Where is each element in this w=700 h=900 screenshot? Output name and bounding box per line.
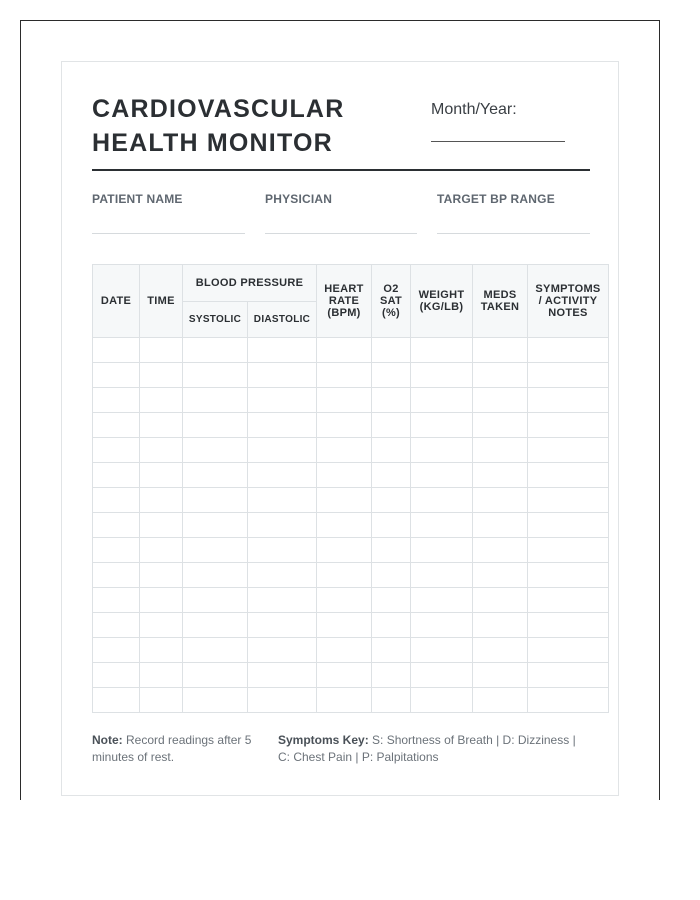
- table-cell[interactable]: [317, 488, 372, 513]
- table-row: [93, 588, 609, 613]
- table-cell[interactable]: [411, 613, 473, 638]
- table-cell[interactable]: [473, 563, 528, 588]
- table-cell[interactable]: [528, 488, 609, 513]
- table-cell[interactable]: [248, 388, 317, 413]
- table-row: [93, 513, 609, 538]
- table-cell[interactable]: [183, 663, 248, 688]
- table-cell[interactable]: [372, 588, 411, 613]
- table-cell[interactable]: [372, 338, 411, 363]
- table-cell[interactable]: [248, 463, 317, 488]
- target-bp-label: TARGET BP RANGE: [437, 192, 555, 206]
- table-cell[interactable]: [248, 438, 317, 463]
- table-cell[interactable]: [183, 413, 248, 438]
- table-cell[interactable]: [317, 463, 372, 488]
- table-cell[interactable]: [93, 588, 140, 613]
- header-weight: [411, 265, 473, 338]
- header-heart-rate: [317, 265, 372, 338]
- table-row: [93, 613, 609, 638]
- table-cell[interactable]: [140, 338, 183, 363]
- table-cell[interactable]: [317, 588, 372, 613]
- title-line-1: CARDIOVASCULAR: [92, 95, 345, 123]
- header-meds: [473, 265, 528, 338]
- table-row: [93, 388, 609, 413]
- symptoms-key-body: S: Shortness of Breath | D: Dizziness |: [368, 733, 576, 747]
- table-cell[interactable]: [140, 638, 183, 663]
- table-row: [93, 413, 609, 438]
- table-cell[interactable]: [411, 438, 473, 463]
- table-cell[interactable]: [183, 688, 248, 713]
- note-text: [92, 732, 267, 766]
- table-cell[interactable]: [317, 388, 372, 413]
- table-cell[interactable]: [93, 338, 140, 363]
- table-cell[interactable]: [372, 663, 411, 688]
- table-row: [93, 663, 609, 688]
- symptoms-key-label: Symptoms Key:: [278, 733, 369, 747]
- table-cell[interactable]: [140, 438, 183, 463]
- table-cell[interactable]: [317, 513, 372, 538]
- table-cell[interactable]: [411, 638, 473, 663]
- header-symptoms-line: / ACTIVITY: [538, 295, 598, 307]
- page-title: [92, 92, 344, 160]
- health-log-table: [92, 264, 609, 713]
- table-row: [93, 638, 609, 663]
- table-cell[interactable]: [93, 488, 140, 513]
- table-row: [93, 688, 609, 713]
- table-cell[interactable]: [372, 463, 411, 488]
- table-cell[interactable]: [248, 538, 317, 563]
- header-heart-rate-line: HEART: [324, 283, 364, 295]
- header-heart-rate-line: (BPM): [327, 307, 361, 319]
- table-cell[interactable]: [411, 663, 473, 688]
- table-cell[interactable]: [528, 588, 609, 613]
- table-cell[interactable]: [93, 538, 140, 563]
- log-body: [93, 338, 609, 713]
- month-year-field[interactable]: [431, 141, 565, 142]
- table-cell[interactable]: [93, 613, 140, 638]
- table-cell[interactable]: [140, 363, 183, 388]
- table-cell[interactable]: [183, 488, 248, 513]
- table-cell[interactable]: [411, 563, 473, 588]
- table-cell[interactable]: [411, 388, 473, 413]
- header-symptoms: [528, 265, 609, 338]
- table-cell[interactable]: [528, 413, 609, 438]
- table-cell[interactable]: [317, 538, 372, 563]
- table-cell[interactable]: [317, 338, 372, 363]
- table-cell[interactable]: [183, 638, 248, 663]
- note-label: Note:: [92, 733, 123, 747]
- table-cell[interactable]: [317, 363, 372, 388]
- table-cell[interactable]: [140, 413, 183, 438]
- table-cell[interactable]: [248, 413, 317, 438]
- table-cell[interactable]: [372, 388, 411, 413]
- table-cell[interactable]: [317, 638, 372, 663]
- table-cell[interactable]: [183, 588, 248, 613]
- table-cell[interactable]: [317, 438, 372, 463]
- table-cell[interactable]: [473, 388, 528, 413]
- table-cell[interactable]: [473, 688, 528, 713]
- table-cell[interactable]: [411, 413, 473, 438]
- table-cell[interactable]: [93, 638, 140, 663]
- table-cell[interactable]: [473, 538, 528, 563]
- table-cell[interactable]: [140, 563, 183, 588]
- table-cell[interactable]: [372, 538, 411, 563]
- symptoms-key: [278, 732, 598, 766]
- table-cell[interactable]: [372, 363, 411, 388]
- table-cell[interactable]: [528, 438, 609, 463]
- table-cell[interactable]: [528, 463, 609, 488]
- table-cell[interactable]: [411, 463, 473, 488]
- header-o2-sat: [372, 265, 411, 338]
- header-symptoms-line: SYMPTOMS: [535, 283, 601, 295]
- table-cell[interactable]: [473, 638, 528, 663]
- table-cell[interactable]: [411, 588, 473, 613]
- table-cell[interactable]: [473, 588, 528, 613]
- table-cell[interactable]: [248, 513, 317, 538]
- header-weight-line: (KG/LB): [419, 301, 464, 313]
- header-weight-line: WEIGHT: [418, 289, 465, 301]
- table-cell[interactable]: [372, 513, 411, 538]
- table-cell[interactable]: [528, 663, 609, 688]
- table-cell[interactable]: [317, 413, 372, 438]
- table-cell[interactable]: [93, 563, 140, 588]
- table-cell[interactable]: [528, 638, 609, 663]
- table-cell[interactable]: [183, 513, 248, 538]
- table-cell[interactable]: [183, 388, 248, 413]
- table-cell[interactable]: [317, 663, 372, 688]
- table-cell[interactable]: [93, 413, 140, 438]
- header-symptoms-line: NOTES: [548, 307, 588, 319]
- table-cell[interactable]: [473, 438, 528, 463]
- target-bp-field[interactable]: [437, 233, 590, 234]
- table-cell[interactable]: [528, 513, 609, 538]
- table-cell[interactable]: [248, 363, 317, 388]
- physician-label: PHYSICIAN: [265, 192, 333, 206]
- table-cell[interactable]: [317, 688, 372, 713]
- header-meds-line: MEDS: [483, 289, 517, 301]
- table-cell[interactable]: [473, 613, 528, 638]
- table-cell[interactable]: [140, 388, 183, 413]
- table-cell[interactable]: [248, 638, 317, 663]
- symptoms-key-body-2: C: Chest Pain | P: Palpitations: [278, 750, 439, 764]
- table-cell[interactable]: [528, 563, 609, 588]
- table-row: [93, 563, 609, 588]
- table-cell[interactable]: [411, 488, 473, 513]
- table-cell[interactable]: [93, 438, 140, 463]
- table-cell[interactable]: [473, 413, 528, 438]
- table-cell[interactable]: [372, 488, 411, 513]
- table-cell[interactable]: [372, 613, 411, 638]
- month-year-label: Month/Year:: [431, 101, 517, 118]
- table-cell[interactable]: [372, 638, 411, 663]
- header-systolic: SYSTOLIC: [183, 302, 248, 338]
- header-o2-line: O2: [383, 283, 399, 295]
- table-cell[interactable]: [248, 588, 317, 613]
- table-cell[interactable]: [473, 488, 528, 513]
- table-cell[interactable]: [183, 538, 248, 563]
- table-cell[interactable]: [411, 513, 473, 538]
- table-cell[interactable]: [528, 388, 609, 413]
- title-divider: [92, 169, 590, 171]
- header-meds-line: TAKEN: [480, 301, 520, 313]
- table-row: [93, 538, 609, 563]
- header-diastolic: DIASTOLIC: [248, 302, 317, 338]
- table-row: [93, 488, 609, 513]
- table-cell[interactable]: [473, 513, 528, 538]
- header-time: TIME: [140, 265, 183, 338]
- table-cell[interactable]: [473, 338, 528, 363]
- table-row: [93, 363, 609, 388]
- table-cell[interactable]: [248, 613, 317, 638]
- table-cell[interactable]: [248, 488, 317, 513]
- table-cell[interactable]: [411, 363, 473, 388]
- table-cell[interactable]: [140, 613, 183, 638]
- table-cell[interactable]: [183, 613, 248, 638]
- table-cell[interactable]: [372, 438, 411, 463]
- table-row: [93, 438, 609, 463]
- table-cell[interactable]: [248, 688, 317, 713]
- table-cell[interactable]: [183, 438, 248, 463]
- table-cell[interactable]: [248, 563, 317, 588]
- note-body-2: minutes of rest.: [92, 750, 175, 764]
- table-cell[interactable]: [473, 363, 528, 388]
- table-cell[interactable]: [411, 688, 473, 713]
- table-cell[interactable]: [183, 563, 248, 588]
- note-body: Record readings after 5: [122, 733, 252, 747]
- patient-name-label: PATIENT NAME: [92, 192, 183, 206]
- table-cell[interactable]: [93, 363, 140, 388]
- table-cell[interactable]: [183, 363, 248, 388]
- table-cell[interactable]: [473, 663, 528, 688]
- table-cell[interactable]: [372, 413, 411, 438]
- table-cell[interactable]: [93, 388, 140, 413]
- table-cell[interactable]: [528, 538, 609, 563]
- physician-field[interactable]: [265, 233, 417, 234]
- table-cell[interactable]: [248, 338, 317, 363]
- table-cell[interactable]: [93, 663, 140, 688]
- table-cell[interactable]: [317, 613, 372, 638]
- table-cell[interactable]: [473, 463, 528, 488]
- table-cell[interactable]: [140, 463, 183, 488]
- table-row: [93, 463, 609, 488]
- header-o2-line: (%): [381, 307, 400, 319]
- table-cell[interactable]: [140, 488, 183, 513]
- table-cell[interactable]: [411, 538, 473, 563]
- table-cell[interactable]: [183, 463, 248, 488]
- header-date: DATE: [93, 265, 140, 338]
- title-line-2: HEALTH MONITOR: [92, 129, 333, 157]
- table-cell[interactable]: [140, 688, 183, 713]
- table-cell[interactable]: [528, 688, 609, 713]
- header-o2-line: SAT: [379, 295, 403, 307]
- table-cell[interactable]: [93, 463, 140, 488]
- header-heart-rate-line: RATE: [328, 295, 360, 307]
- table-cell[interactable]: [528, 363, 609, 388]
- table-cell[interactable]: [140, 513, 183, 538]
- table-cell[interactable]: [528, 338, 609, 363]
- table-cell[interactable]: [183, 338, 248, 363]
- table-cell[interactable]: [93, 513, 140, 538]
- table-cell[interactable]: [372, 563, 411, 588]
- table-cell[interactable]: [317, 563, 372, 588]
- table-cell[interactable]: [93, 688, 140, 713]
- table-cell[interactable]: [140, 588, 183, 613]
- table-row: [93, 338, 609, 363]
- table-cell[interactable]: [372, 688, 411, 713]
- patient-name-field[interactable]: [92, 233, 245, 234]
- header-blood-pressure: BLOOD PRESSURE: [183, 265, 317, 302]
- table-cell[interactable]: [248, 663, 317, 688]
- table-cell[interactable]: [140, 538, 183, 563]
- table-cell[interactable]: [411, 338, 473, 363]
- table-cell[interactable]: [140, 663, 183, 688]
- table-cell[interactable]: [528, 613, 609, 638]
